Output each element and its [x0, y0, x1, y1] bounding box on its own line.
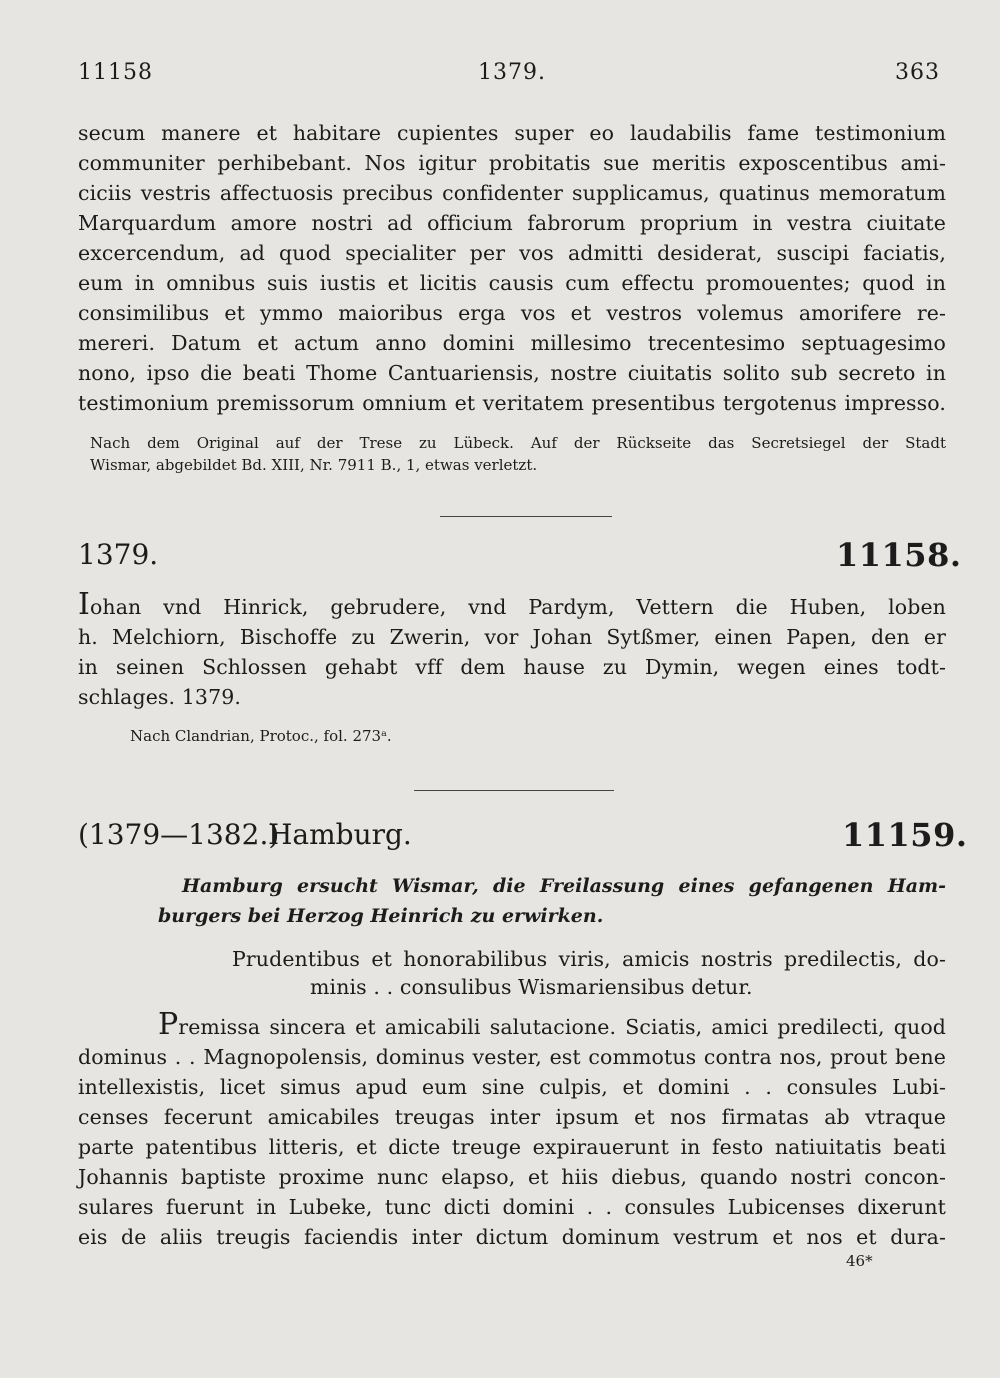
- section-divider: [414, 790, 614, 791]
- doc2-first-line-text: ohan vnd Hinrick, gebrudere, vnd Pardym, Vettern die Huben, loben: [89, 595, 946, 619]
- doc1-line: testimonium premissorum omnium et veritatem presentibus tergotenus impresso.: [78, 391, 946, 415]
- doc3-address-line: Prudentibus et honorabilibus viris, amicis nostris predilectis, do-: [232, 947, 946, 971]
- doc2-first-line: [78, 587, 946, 622]
- doc1-line: consimilibus et ymmo maioribus erga vos et vestros volemus amorifere re-: [78, 301, 946, 325]
- doc1-note-line: Nach dem Original auf der Trese zu Lübeck. Auf der Rückseite das Secretsiegel der Stadt: [90, 434, 946, 452]
- doc1-line: communiter perhibebant. Nos igitur probitatis sue meritis exposcentibus ami-: [78, 151, 946, 175]
- doc3-number: 11159.: [842, 816, 968, 854]
- doc1-line: ciciis vestris affectuosis precibus confidenter supplicamus, quatinus memoratum: [78, 181, 946, 205]
- signature-mark: 46*: [846, 1252, 873, 1270]
- doc3-line: censes fecerunt amicabiles treugas inter ipsum et nos firmatas ab vtraque: [78, 1105, 946, 1129]
- doc3-place: Hamburg.: [268, 818, 412, 851]
- doc1-line: nono, ipso die beati Thome Cantuariensis, nostre ciuitatis solito sub secreto in: [78, 361, 946, 385]
- doc2-note: Nach Clandrian, Protoc., fol. 273ᵃ.: [130, 727, 392, 745]
- doc1-line: eum in omnibus suis iustis et licitis causis cum effectu promouentes; quod in: [78, 271, 946, 295]
- doc3-initial: P: [158, 1007, 179, 1042]
- doc3-line: intellexistis, licet simus apud eum sine culpis, et domini . . consules Lubi-: [78, 1075, 946, 1099]
- section-divider: [440, 516, 612, 517]
- doc3-line: sulares fuerunt in Lubeke, tunc dicti domini . . consules Lubicenses dixerunt: [78, 1195, 946, 1219]
- doc1-line: Marquardum amore nostri ad officium fabrorum proprium in vestra ciuitate: [78, 211, 946, 235]
- doc2-line: h. Melchiorn, Bischoffe zu Zwerin, vor Johan Sytßmer, einen Papen, den er: [78, 625, 946, 649]
- doc3-regest-line: Hamburg ersucht Wismar, die Freilassung eines gefangenen Ham-: [182, 875, 946, 897]
- doc1-line: mereri. Datum et actum anno domini millesimo trecentesimo septuagesimo: [78, 331, 946, 355]
- doc2-line: in seinen Schlossen gehabt vff dem hause zu Dymin, wegen eines todt-: [78, 655, 946, 679]
- doc3-address-line: minis . . consulibus Wismariensibus detur.: [310, 975, 753, 999]
- doc3-date: (1379—1382.): [78, 818, 280, 851]
- doc2-date: 1379.: [78, 538, 159, 571]
- doc1-line: secum manere et habitare cupientes super eo laudabilis fame testimonium: [78, 121, 946, 145]
- doc3-regest-line: burgers bei Herzog Heinrich zu erwirken.: [158, 905, 604, 927]
- doc2-initial: I: [78, 587, 90, 622]
- doc3-line: Johannis baptiste proxime nunc elapso, et hiis diebus, quando nostri concon-: [78, 1165, 946, 1189]
- header-page-number: 363: [895, 60, 940, 85]
- doc2-line: schlages. 1379.: [78, 685, 241, 709]
- doc3-line: parte patentibus litteris, et dicte treuge expirauerunt in festo natiuitatis beati: [78, 1135, 946, 1159]
- doc3-line: dominus . . Magnopolensis, dominus vester, est commotus contra nos, prout bene: [78, 1045, 946, 1069]
- doc3-first-line-text: remissa sincera et amicabili salutacione. Sciatis, amici predilecti, quod: [178, 1015, 946, 1039]
- doc3-line: eis de aliis treugis faciendis inter dictum dominum vestrum et nos et dura-: [78, 1225, 946, 1249]
- doc1-line: excercendum, ad quod specialiter per vos admitti desiderat, suscipi faciatis,: [78, 241, 946, 265]
- header-doc-number: 11158: [78, 60, 153, 85]
- header-year: 1379.: [478, 60, 546, 85]
- doc2-number: 11158.: [836, 536, 962, 574]
- doc1-note-line: Wismar, abgebildet Bd. XIII, Nr. 7911 B., 1, etwas verletzt.: [90, 456, 538, 474]
- doc3-first-line: [158, 1007, 946, 1042]
